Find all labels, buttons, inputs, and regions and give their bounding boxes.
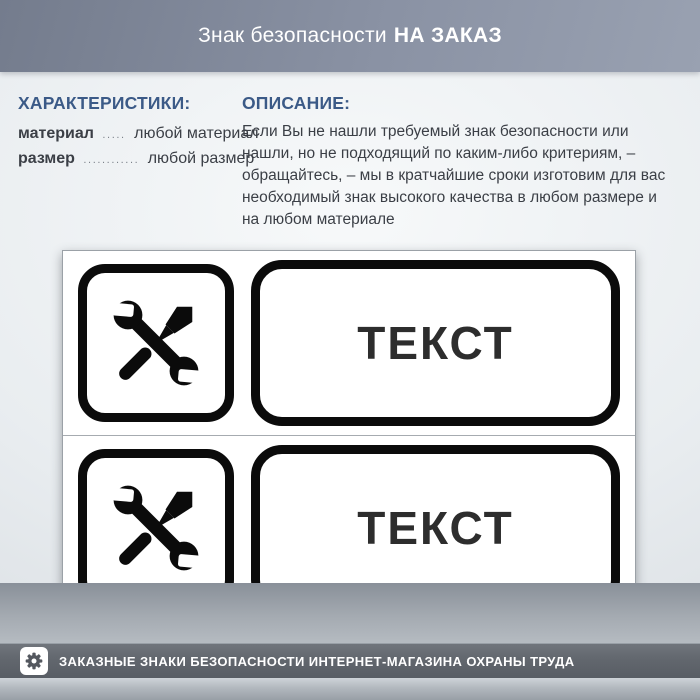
wrench-screwdriver-icon [102, 289, 210, 397]
spec-row-material [18, 122, 259, 147]
mid-gray-band [0, 583, 700, 643]
footer-bar [0, 643, 700, 678]
description-text: Если Вы не нашли требуемый знак безопасности или нашли, но не подходящий по каким-либо критериям, – обращайтесь, – мы в кратчайшие сроки изготовим для вас необходимый знак высокого качества в любом размере и на любом материале [242, 123, 666, 228]
description-section [242, 93, 678, 231]
bottom-band [0, 678, 700, 700]
characteristics-heading: ХАРАКТЕРИСТИКИ: [18, 93, 191, 113]
sign-row [63, 251, 635, 435]
header-banner [0, 0, 700, 72]
dotted-leader: ..... [102, 129, 126, 141]
text-sign [251, 260, 620, 426]
spec-label: размер [18, 150, 75, 167]
description-heading: ОПИСАНИЕ: [242, 93, 351, 113]
sign-text: ТЕКСТ [357, 501, 514, 554]
gear-icon-box [20, 647, 48, 675]
dotted-leader: ............ [83, 154, 140, 166]
footer-text: ЗАКАЗНЫЕ ЗНАКИ БЕЗОПАСНОСТИ ИНТЕРНЕТ-МАГАЗИНА ОХРАНЫ ТРУДА [59, 653, 575, 669]
sign-text: ТЕКСТ [357, 317, 514, 369]
spec-row-size [18, 147, 255, 172]
gear-icon [24, 651, 44, 671]
spec-label: материал [18, 125, 94, 142]
characteristics-section [18, 93, 259, 172]
sign-preview-board [62, 250, 636, 620]
wrench-screwdriver-icon [102, 474, 210, 582]
characteristics-rows [18, 122, 259, 172]
spec-value: любой материал [134, 125, 259, 142]
pictogram-sign [78, 264, 234, 422]
page-title: Знак безопасности [198, 24, 387, 47]
spec-value: любой размер [147, 150, 255, 167]
page-title-accent: НА ЗАКАЗ [393, 24, 502, 47]
